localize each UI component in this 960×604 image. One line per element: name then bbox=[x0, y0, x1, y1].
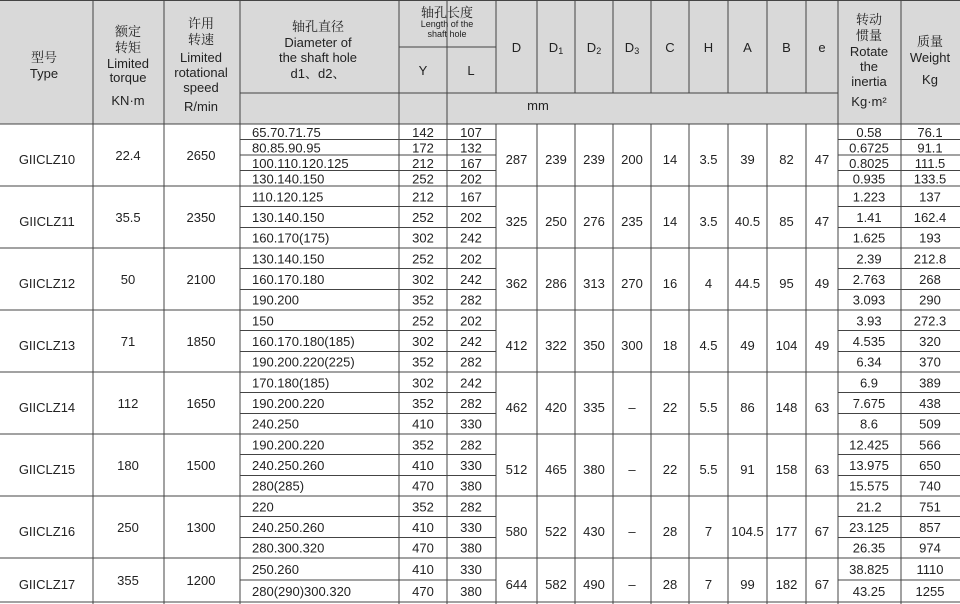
dim-cell-h: 3.5 bbox=[699, 214, 718, 229]
length-l-cell: 242 bbox=[460, 334, 482, 349]
diameter-cell: 190.200.220(225) bbox=[252, 354, 355, 370]
dim-cell-b: 95 bbox=[779, 276, 794, 291]
length-l-cell: 167 bbox=[460, 155, 482, 171]
dim-cell-b: 158 bbox=[775, 462, 798, 477]
dim-cell-d3: – bbox=[628, 524, 636, 539]
dim-cell-c: 28 bbox=[662, 524, 678, 539]
weight-cell: 290 bbox=[919, 292, 941, 308]
inertia-cell: 21.2 bbox=[856, 499, 882, 515]
inertia-cell: 7.675 bbox=[852, 396, 886, 411]
dim-cell-c: 28 bbox=[662, 577, 678, 592]
length-l-cell: 132 bbox=[460, 140, 482, 156]
dim-cell-e: 67 bbox=[814, 577, 830, 592]
dim-cell-d2: 380 bbox=[583, 462, 605, 477]
diameter-cell: 130.140.150 bbox=[252, 251, 325, 267]
dim-header-h: H bbox=[703, 40, 714, 55]
torque-cn-line2: 转矩 bbox=[114, 40, 142, 55]
torque-cn-line1: 额定 bbox=[114, 24, 142, 39]
dim-cell-h: 7 bbox=[704, 524, 713, 539]
dim-cell-a: 91 bbox=[740, 462, 755, 477]
dim-cell-d3: 235 bbox=[621, 214, 643, 229]
weight-cell: 133.5 bbox=[913, 171, 947, 187]
inertia-cn-line2: 惯量 bbox=[855, 28, 883, 43]
diameter-cell: 160.170(175) bbox=[252, 230, 330, 246]
dim-cell-d1: 322 bbox=[545, 338, 567, 353]
dim-cell-c: 16 bbox=[662, 276, 678, 291]
length-l-cell: 282 bbox=[460, 437, 482, 453]
length-y-cell: 212 bbox=[412, 189, 434, 205]
length-l-cell: 330 bbox=[460, 416, 482, 432]
inertia-cell: 0.58 bbox=[856, 124, 882, 140]
dim-cell-d: 462 bbox=[505, 400, 528, 415]
inertia-cell: 1.41 bbox=[856, 210, 882, 225]
dim-cell-d: 580 bbox=[505, 524, 528, 539]
dim-cell-c: 14 bbox=[662, 152, 678, 167]
weight-cell: 1255 bbox=[915, 584, 945, 599]
dim-cell-d1: 420 bbox=[545, 400, 567, 415]
length-l-cell: 282 bbox=[460, 396, 482, 411]
weight-cell: 974 bbox=[919, 540, 941, 556]
dim-cell-d: 512 bbox=[505, 462, 528, 477]
dim-cell-d: 644 bbox=[505, 577, 528, 592]
weight-cell: 650 bbox=[919, 458, 941, 473]
weight-cell: 91.1 bbox=[917, 140, 943, 156]
speed-cell: 1850 bbox=[186, 334, 216, 349]
inertia-cell: 13.975 bbox=[849, 458, 889, 473]
length-l-cell: 330 bbox=[460, 458, 482, 473]
inertia-cell: 0.8025 bbox=[849, 155, 889, 171]
diameter-cell: 130.140.150 bbox=[252, 171, 325, 187]
inertia-cell: 38.825 bbox=[849, 562, 889, 577]
inertia-en-line2: the bbox=[859, 59, 879, 74]
inertia-cell: 26.35 bbox=[852, 540, 886, 556]
diameter-cell: 250.260 bbox=[252, 562, 299, 577]
table-body bbox=[19, 125, 946, 599]
dim-cell-c: 22 bbox=[662, 400, 678, 415]
dim-header-d: D bbox=[511, 40, 522, 55]
length-y-cell: 302 bbox=[412, 375, 434, 391]
diameter-cell: 220 bbox=[252, 499, 274, 515]
length-l-cell: 202 bbox=[460, 171, 482, 187]
speed-en-line1: Limited bbox=[180, 50, 222, 65]
weight-cell: 389 bbox=[919, 375, 941, 391]
weight-cell: 438 bbox=[919, 396, 941, 411]
type-cell: GIICLZ11 bbox=[19, 214, 75, 229]
inertia-cell: 2.763 bbox=[852, 272, 886, 287]
weight-cell: 857 bbox=[919, 520, 941, 535]
dim-cell-h: 7 bbox=[704, 577, 713, 592]
dim-cell-c: 18 bbox=[662, 338, 678, 353]
speed-cell: 2350 bbox=[186, 210, 216, 225]
inertia-cell: 0.935 bbox=[852, 171, 886, 187]
dim-cell-b: 148 bbox=[775, 400, 798, 415]
length-l-cell: 242 bbox=[460, 230, 482, 246]
inertia-unit: Kg·m² bbox=[851, 94, 887, 109]
dim-cell-h: 5.5 bbox=[699, 400, 718, 415]
dim-cell-h: 5.5 bbox=[699, 462, 718, 477]
type-cell: GIICLZ12 bbox=[18, 276, 76, 291]
weight-cell: 1110 bbox=[916, 562, 944, 577]
length-y-cell: 470 bbox=[412, 584, 434, 599]
length-y-cell: 252 bbox=[412, 313, 434, 329]
dim-cell-e: 49 bbox=[814, 338, 830, 353]
diameter-cell: 150 bbox=[252, 313, 274, 329]
dim-cell-d3: – bbox=[628, 400, 636, 415]
speed-cn-line2: 转速 bbox=[187, 32, 215, 47]
diameter-cell: 100.110.120.125 bbox=[252, 155, 349, 171]
dim-cell-d1: 239 bbox=[545, 152, 567, 167]
speed-cn-line1: 许用 bbox=[187, 16, 215, 31]
diameter-cell: 280(285) bbox=[252, 478, 305, 494]
torque-cell: 71 bbox=[120, 334, 136, 349]
length-cn: 轴孔长度 bbox=[420, 5, 474, 20]
dim-cell-a: 39 bbox=[740, 152, 755, 167]
dim-cell-a: 44.5 bbox=[734, 276, 761, 291]
dim-header-d3: D3 bbox=[624, 40, 640, 56]
length-y-cell: 410 bbox=[412, 458, 434, 473]
inertia-cell: 23.125 bbox=[849, 520, 889, 535]
inertia-cell: 6.9 bbox=[859, 375, 879, 391]
torque-cell: 180 bbox=[117, 458, 139, 473]
length-l: L bbox=[467, 63, 475, 78]
torque-en-line2: torque bbox=[109, 70, 147, 85]
length-l-cell: 202 bbox=[460, 210, 482, 225]
dim-cell-d3: – bbox=[628, 462, 636, 477]
dim-cell-a: 40.5 bbox=[734, 214, 761, 229]
diameter-symbols: d1、d2、 bbox=[290, 66, 346, 81]
type-cell: GIICLZ13 bbox=[18, 338, 76, 353]
torque-cell: 355 bbox=[117, 573, 139, 588]
dim-cell-a: 104.5 bbox=[731, 524, 764, 539]
dim-cell-d1: 286 bbox=[545, 276, 567, 291]
length-l-cell: 167 bbox=[460, 189, 482, 205]
dim-cell-b: 82 bbox=[779, 152, 794, 167]
length-y-cell: 302 bbox=[412, 230, 434, 246]
type-cell: GIICLZ15 bbox=[18, 462, 76, 477]
inertia-en-line1: Rotate bbox=[849, 44, 889, 59]
length-y-cell: 172 bbox=[412, 140, 434, 156]
length-y: Y bbox=[418, 63, 428, 78]
dim-cell-e: 47 bbox=[814, 152, 830, 167]
length-l-cell: 330 bbox=[460, 562, 482, 577]
dim-cell-b: 182 bbox=[775, 577, 798, 592]
length-l-cell: 282 bbox=[460, 292, 482, 308]
dim-cell-d: 287 bbox=[505, 152, 528, 167]
length-en-line2: shaft hole bbox=[427, 29, 467, 39]
dim-cell-e: 67 bbox=[814, 524, 830, 539]
diameter-cell: 160.170.180 bbox=[252, 272, 325, 287]
weight-cell: 272.3 bbox=[913, 313, 947, 329]
diameter-cn: 轴孔直径 bbox=[291, 19, 345, 34]
inertia-cell: 0.6725 bbox=[849, 140, 889, 156]
length-y-cell: 352 bbox=[412, 499, 434, 515]
dim-cell-d2: 430 bbox=[583, 524, 605, 539]
length-y-cell: 212 bbox=[412, 155, 434, 171]
dim-header-d2: D2 bbox=[586, 40, 602, 56]
torque-unit: KN·m bbox=[111, 93, 145, 108]
dim-header-e: e bbox=[818, 40, 826, 55]
speed-unit: R/min bbox=[184, 99, 218, 114]
dim-cell-c: 14 bbox=[662, 214, 678, 229]
weight-unit: Kg bbox=[922, 72, 938, 87]
dim-cell-a: 99 bbox=[740, 577, 755, 592]
dim-cell-b: 85 bbox=[779, 214, 794, 229]
torque-en-line1: Limited bbox=[107, 56, 149, 71]
length-y-cell: 352 bbox=[412, 354, 434, 370]
length-l-cell: 107 bbox=[460, 124, 482, 140]
weight-cell: 212.8 bbox=[913, 251, 947, 267]
type-cell: GIICLZ16 bbox=[18, 524, 76, 539]
dim-cell-d2: 490 bbox=[583, 577, 605, 592]
length-y-cell: 302 bbox=[412, 272, 434, 287]
inertia-cell: 1.625 bbox=[852, 230, 886, 246]
diameter-cell: 240.250 bbox=[252, 416, 299, 432]
diameter-en-line2: the shaft hole bbox=[278, 50, 358, 65]
torque-cell: 50 bbox=[120, 272, 136, 287]
dim-cell-d1: 582 bbox=[545, 577, 567, 592]
dim-cell-a: 49 bbox=[740, 338, 755, 353]
weight-cell: 268 bbox=[919, 272, 941, 287]
dim-cell-h: 4.5 bbox=[699, 338, 718, 353]
inertia-cell: 43.25 bbox=[852, 584, 886, 599]
length-y-cell: 252 bbox=[412, 251, 434, 267]
dim-header-a: A bbox=[743, 40, 752, 55]
speed-en-line3: speed bbox=[183, 80, 219, 95]
inertia-cell: 4.535 bbox=[852, 334, 886, 349]
dim-cell-d: 362 bbox=[505, 276, 528, 291]
length-y-cell: 252 bbox=[412, 210, 434, 225]
weight-cell: 320 bbox=[919, 334, 941, 349]
inertia-en-line3: inertia bbox=[851, 74, 887, 89]
mm-unit: mm bbox=[527, 98, 549, 113]
dim-cell-d1: 465 bbox=[545, 462, 567, 477]
dim-cell-d: 325 bbox=[505, 214, 528, 229]
dim-cell-d2: 276 bbox=[583, 214, 605, 229]
diameter-cell: 80.85.90.95 bbox=[252, 140, 321, 156]
weight-cell: 740 bbox=[919, 478, 941, 494]
dim-cell-d: 412 bbox=[505, 338, 528, 353]
length-l-cell: 380 bbox=[460, 540, 482, 556]
length-l-cell: 202 bbox=[460, 251, 482, 267]
weight-cell: 370 bbox=[919, 354, 941, 370]
length-y-cell: 410 bbox=[412, 416, 434, 432]
diameter-cell: 170.180(185) bbox=[252, 375, 330, 391]
length-y-cell: 470 bbox=[412, 478, 434, 494]
speed-cell: 1200 bbox=[186, 573, 216, 588]
dim-header-d1: D1 bbox=[548, 40, 564, 56]
torque-cell: 112 bbox=[117, 396, 139, 411]
speed-en-line2: rotational bbox=[174, 65, 228, 80]
inertia-cell: 2.39 bbox=[856, 251, 882, 267]
inertia-cell: 15.575 bbox=[849, 478, 889, 494]
length-y-cell: 352 bbox=[412, 396, 434, 411]
dim-cell-d2: 313 bbox=[583, 276, 605, 291]
diameter-cell: 130.140.150 bbox=[252, 210, 325, 225]
diameter-cell: 240.250.260 bbox=[252, 458, 325, 473]
length-l-cell: 330 bbox=[460, 520, 482, 535]
dim-cell-e: 47 bbox=[814, 214, 830, 229]
speed-cell: 1300 bbox=[186, 520, 216, 535]
inertia-cell: 3.093 bbox=[852, 292, 886, 308]
speed-cell: 2650 bbox=[186, 148, 216, 163]
weight-cell: 566 bbox=[919, 437, 941, 453]
diameter-cell: 110.120.125 bbox=[252, 189, 324, 205]
length-l-cell: 242 bbox=[460, 272, 482, 287]
dim-cell-d1: 250 bbox=[545, 214, 567, 229]
dim-cell-h: 4 bbox=[704, 276, 713, 291]
inertia-cell: 1.223 bbox=[852, 189, 886, 205]
length-l-cell: 380 bbox=[460, 584, 482, 599]
length-y-cell: 252 bbox=[412, 171, 434, 187]
length-y-cell: 142 bbox=[412, 124, 434, 140]
diameter-cell: 160.170.180(185) bbox=[252, 334, 355, 349]
speed-cell: 2100 bbox=[186, 272, 216, 287]
type-cn: 型号 bbox=[30, 50, 58, 65]
length-l-cell: 282 bbox=[460, 499, 482, 515]
dim-cell-d1: 522 bbox=[545, 524, 567, 539]
dim-cell-h: 3.5 bbox=[699, 152, 718, 167]
dim-cell-d3: 270 bbox=[621, 276, 643, 291]
dim-cell-b: 177 bbox=[775, 524, 798, 539]
length-y-cell: 302 bbox=[412, 334, 434, 349]
dim-cell-d3: 300 bbox=[621, 338, 643, 353]
length-y-cell: 352 bbox=[412, 437, 434, 453]
dim-cell-d3: – bbox=[628, 577, 636, 592]
weight-cn: 质量 bbox=[916, 34, 944, 49]
speed-cell: 1650 bbox=[186, 396, 216, 411]
length-y-cell: 410 bbox=[412, 520, 434, 535]
weight-cell: 76.1 bbox=[917, 124, 943, 140]
length-en-line1: Length of the bbox=[420, 19, 474, 29]
dim-cell-b: 104 bbox=[775, 338, 798, 353]
diameter-cell: 240.250.260 bbox=[252, 520, 325, 535]
inertia-cell: 6.34 bbox=[856, 354, 882, 370]
type-cell: GIICLZ17 bbox=[18, 577, 76, 592]
length-l-cell: 202 bbox=[460, 313, 482, 329]
dim-cell-d2: 335 bbox=[583, 400, 605, 415]
weight-cell: 193 bbox=[919, 230, 941, 246]
inertia-cell: 8.6 bbox=[859, 416, 879, 432]
dim-cell-e: 63 bbox=[814, 400, 830, 415]
diameter-cell: 190.200.220 bbox=[252, 396, 325, 411]
diameter-cell: 280.300.320 bbox=[252, 540, 325, 556]
dim-cell-d2: 239 bbox=[583, 152, 605, 167]
diameter-cell: 190.200 bbox=[252, 292, 299, 308]
dim-cell-e: 63 bbox=[814, 462, 830, 477]
weight-en: Weight bbox=[909, 50, 951, 65]
dim-header-b: B bbox=[782, 40, 791, 55]
length-l-cell: 380 bbox=[460, 478, 482, 494]
diameter-cell: 65.70.71.75 bbox=[252, 124, 321, 140]
diameter-cell: 190.200.220 bbox=[252, 437, 325, 453]
length-l-cell: 282 bbox=[460, 354, 482, 370]
inertia-cn-line1: 转动 bbox=[855, 12, 883, 27]
diameter-en-line1: Diameter of bbox=[284, 35, 352, 50]
weight-cell: 137 bbox=[919, 189, 941, 205]
dim-header-c: C bbox=[665, 40, 675, 55]
torque-cell: 250 bbox=[117, 520, 139, 535]
inertia-cell: 3.93 bbox=[856, 313, 882, 329]
length-y-cell: 410 bbox=[412, 562, 434, 577]
length-y-cell: 470 bbox=[412, 540, 434, 556]
weight-cell: 509 bbox=[919, 416, 941, 432]
length-l-cell: 242 bbox=[460, 375, 482, 391]
dim-cell-d2: 350 bbox=[583, 338, 605, 353]
weight-cell: 111.5 bbox=[914, 155, 946, 171]
dim-cell-e: 49 bbox=[814, 276, 830, 291]
torque-cell: 35.5 bbox=[115, 210, 141, 225]
speed-cell: 1500 bbox=[186, 458, 216, 473]
inertia-cell: 12.425 bbox=[849, 437, 889, 453]
type-en: Type bbox=[29, 66, 59, 81]
type-cell: GIICLZ10 bbox=[18, 152, 76, 167]
type-cell: GIICLZ14 bbox=[18, 400, 76, 415]
weight-cell: 162.4 bbox=[913, 210, 947, 225]
dim-cell-d3: 200 bbox=[621, 152, 643, 167]
dim-cell-c: 22 bbox=[662, 462, 678, 477]
diameter-cell: 280(290)300.320 bbox=[252, 584, 352, 599]
torque-cell: 22.4 bbox=[115, 148, 141, 163]
dim-cell-a: 86 bbox=[740, 400, 755, 415]
weight-cell: 751 bbox=[919, 499, 941, 515]
length-y-cell: 352 bbox=[412, 292, 434, 308]
